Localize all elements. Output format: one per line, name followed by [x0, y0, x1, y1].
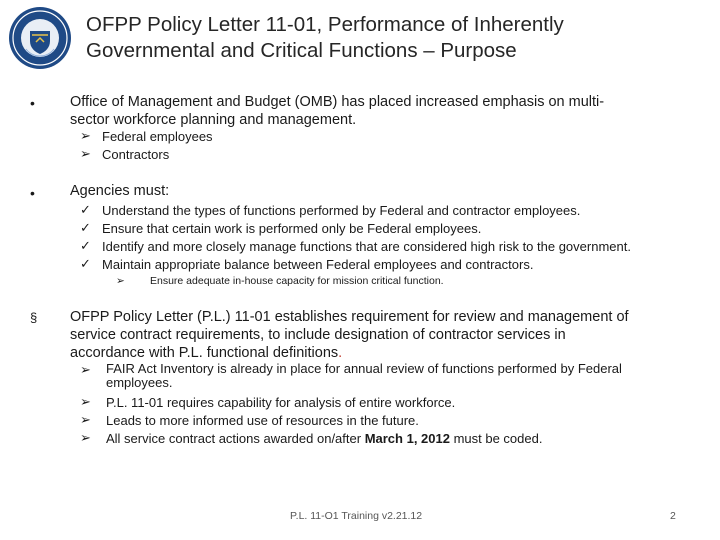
- check-icon: ✓: [80, 220, 91, 235]
- list-item: Leads to more informed use of resources in the future.: [106, 413, 419, 428]
- slide-title: [86, 12, 706, 64]
- list-item-line-2: employees.: [106, 375, 173, 390]
- list-item-pre: All service contract actions awarded on/after: [106, 431, 365, 446]
- list-item: [106, 430, 542, 448]
- page-number: 2: [670, 510, 676, 522]
- section-1-line-1: Office of Management and Budget (OMB) has placed increased emphasis on multi-: [70, 94, 605, 110]
- section-1-line-2: sector workforce planning and management.: [70, 112, 357, 128]
- list-item: Maintain appropriate balance between Federal employees and contractors.: [102, 257, 534, 272]
- treasury-seal-logo: [8, 6, 72, 70]
- list-item: P.L. 11-01 requires capability for analysis of entire workforce.: [106, 395, 456, 410]
- arrow-icon: ➢: [80, 412, 91, 427]
- arrow-icon: ➢: [80, 146, 91, 161]
- list-item: [106, 362, 706, 390]
- list-item: Identify and more closely manage functions that are considered high risk to the government.: [102, 239, 631, 254]
- title-line-1: OFPP Policy Letter 11-01, Performance of Inherently: [86, 13, 564, 36]
- section-3-text: [70, 308, 710, 362]
- section-2-text: Agencies must:: [70, 183, 170, 199]
- arrow-icon: ➢: [80, 128, 91, 143]
- list-item-post: must be coded.: [449, 431, 543, 446]
- arrow-icon: ➢: [80, 362, 91, 377]
- arrow-icon: ➢: [80, 394, 91, 409]
- section-3-line-3-end: .: [338, 345, 343, 361]
- arrow-icon: ➢: [80, 430, 91, 445]
- list-subitem: Ensure adequate in-house capacity for mission critical function.: [150, 275, 444, 287]
- section-3-line-1: OFPP Policy Letter (P.L.) 11-01 establishes requirement for review and management of: [70, 309, 629, 325]
- arrow-icon: ➢: [116, 275, 125, 287]
- section-sign-bullet: §: [30, 310, 38, 325]
- list-item: Federal employees: [102, 129, 213, 144]
- section-3-line-3: [70, 344, 710, 362]
- section-1-text: [70, 93, 710, 129]
- list-item: Ensure that certain work is performed only be Federal employees.: [102, 221, 482, 236]
- footer-text: P.L. 11-O1 Training v2.21.12: [290, 510, 423, 522]
- list-item: Contractors: [102, 147, 170, 162]
- section-3-line-3-text: accordance with P.L. functional definitions: [70, 345, 339, 361]
- check-icon: ✓: [80, 256, 91, 271]
- section-3-line-2: service contract requirements, to include designation of contractor services in: [70, 327, 566, 343]
- list-item-bold-date: March 1, 2012: [364, 431, 450, 446]
- bullet-dot: •: [30, 185, 35, 201]
- check-icon: ✓: [80, 238, 91, 253]
- check-icon: ✓: [80, 202, 91, 217]
- list-item-line-1: FAIR Act Inventory is already in place for annual review of functions performed by Federal: [106, 361, 622, 376]
- title-line-2: Governmental and Critical Functions – Purpose: [86, 39, 517, 62]
- bullet-dot: •: [30, 95, 35, 111]
- list-item: Understand the types of functions performed by Federal and contractor employees.: [102, 203, 581, 218]
